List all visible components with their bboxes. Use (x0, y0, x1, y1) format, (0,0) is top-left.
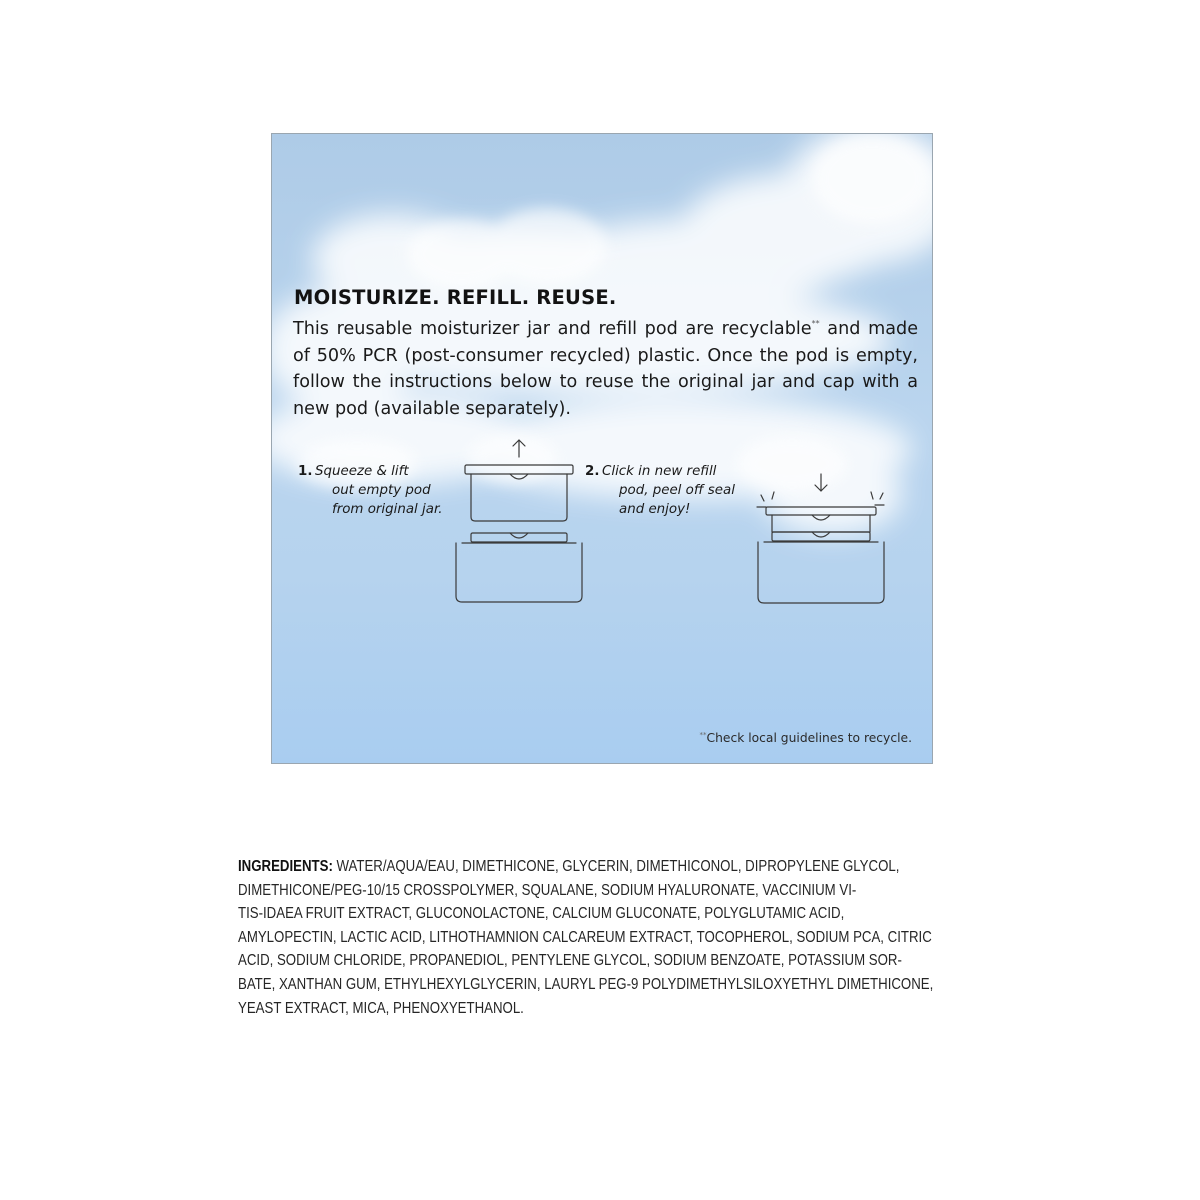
ingredients-line-4: AMYLOPECTIN, LACTIC ACID, LITHOTHAMNION CALCAREUM EXTRACT, TOCOPHEROL, SODIUM PCA, CITRIC (238, 928, 932, 946)
step-1-line-3: from original jar. (332, 502, 443, 517)
down-arrow-icon (815, 474, 827, 491)
step-2-line-1: Click in new refill (602, 464, 717, 479)
ingredients-line-7: YEAST EXTRACT, MICA, PHENOXYETHANOL. (238, 999, 524, 1017)
step-1-number: 1. (298, 464, 313, 479)
description-line-1-end: and (827, 319, 861, 339)
description-line-4: and cap with a new pod (available separately). (293, 372, 919, 419)
description-line-1: This reusable moisturizer jar and refill pod are recyclable (293, 319, 812, 339)
click-spark-left-icon (757, 492, 774, 507)
step-1-line-1: Squeeze & lift (315, 464, 409, 479)
ingredients-line-3: TIS-IDAEA FRUIT EXTRACT, GLUCONOLACTONE, CALCIUM GLUCONATE, POLYGLUTAMIC ACID, (238, 905, 845, 923)
ingredients-label: INGREDIENTS: (238, 858, 333, 875)
original-jar-icon (456, 533, 582, 602)
ingredients-line-2: DIMETHICONE/PEG-10/15 CROSSPOLYMER, SQUALANE, SODIUM HYALURONATE, VACCINIUM VI- (238, 881, 857, 899)
step-2-line-2: pod, peel off seal (619, 483, 735, 498)
empty-pod-icon (465, 465, 573, 521)
ingredients-line-6: BATE, XANTHAN GUM, ETHYLHEXYLGLYCERIN, LAURYL PEG-9 POLYDIMETHYLSILOXYETHYL DIMETHICONE, (238, 975, 934, 993)
refill-illustrations (272, 134, 932, 763)
footnote-mark: ** (699, 731, 707, 739)
click-spark-right-icon (871, 492, 884, 505)
headline: MOISTURIZE. REFILL. REUSE. (294, 286, 617, 309)
step-2-line-3: and enjoy! (619, 502, 691, 517)
ingredients-line-5: ACID, SODIUM CHLORIDE, PROPANEDIOL, PENTYLENE GLYCOL, SODIUM BENZOATE, POTASSIUM SOR- (238, 952, 902, 970)
description-line-3: is empty, follow the instructions below to reuse the original jar (293, 345, 918, 392)
description-line-2: made of 50% PCR (post-consumer recycled) plastic. Once the pod (293, 319, 919, 366)
refilled-jar-icon (758, 507, 884, 603)
recycle-footnote-mark: ** (811, 319, 820, 328)
refill-info-panel (271, 133, 933, 764)
up-arrow-icon (513, 440, 525, 457)
footnote-text: Check local guidelines to recycle. (706, 731, 912, 745)
ingredients-list (238, 855, 934, 1020)
step-2-number: 2. (585, 464, 600, 479)
recycle-footnote (700, 731, 913, 745)
ingredients-line-1: WATER/AQUA/EAU, DIMETHICONE, GLYCERIN, DIMETHICONOL, DIPROPYLENE GLYCOL, (332, 858, 900, 875)
step-1-line-2: out empty pod (332, 483, 431, 498)
